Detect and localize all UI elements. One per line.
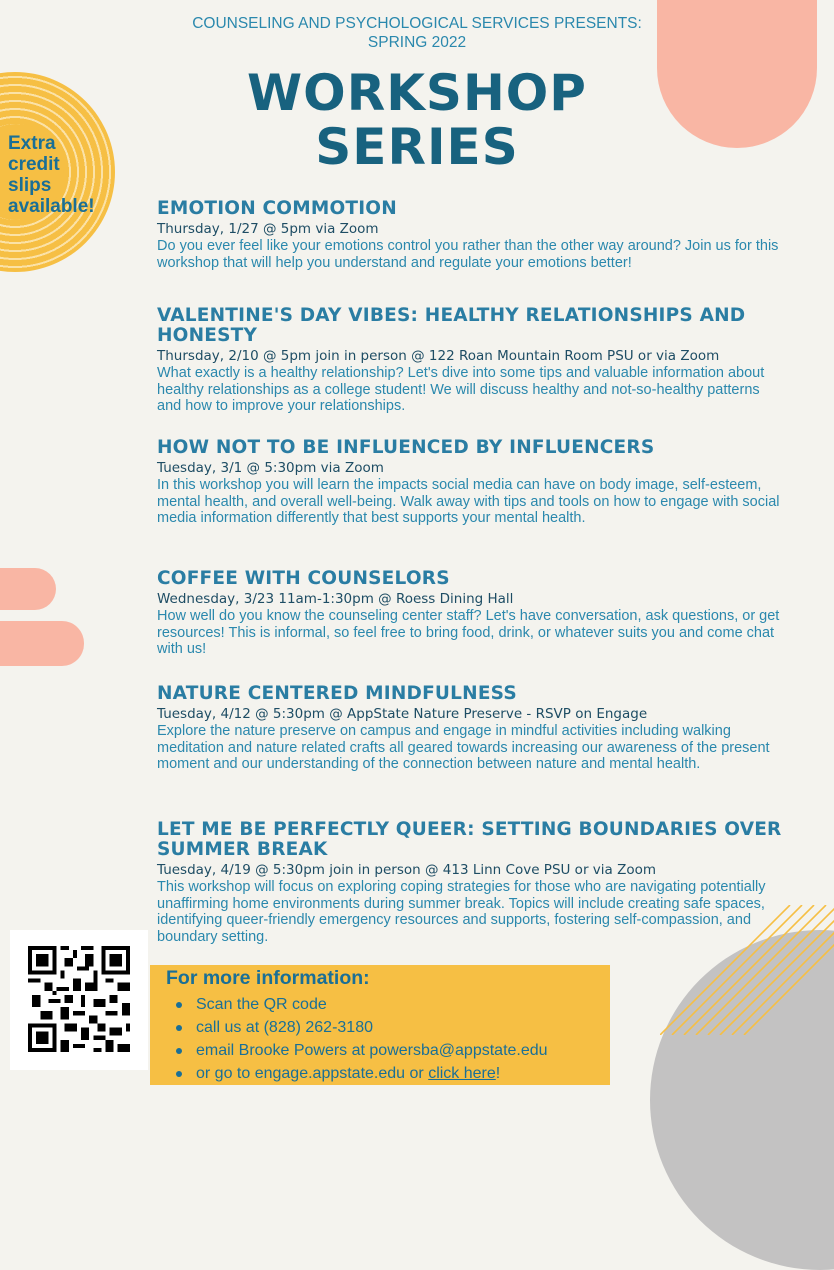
extra-credit-line: slips: [8, 175, 52, 196]
info-engage-prefix: or go to engage.appstate.edu or: [196, 1065, 429, 1082]
workshop-date: Tuesday, 4/19 @ 5:30pm join in person @ 413 Linn Cove PSU or via Zoom: [157, 862, 657, 878]
workshop-date: Tuesday, 4/12 @ 5:30pm @ AppState Nature Preserve - RSVP on Engage: [157, 706, 648, 722]
workshop-date: Wednesday, 3/23 11am-1:30pm @ Roess Dining Hall: [157, 591, 514, 607]
decorative-pink-pill: [0, 568, 56, 610]
info-list: [174, 993, 548, 1085]
decorative-pink-pill: [0, 621, 84, 666]
list-item: [174, 993, 548, 1016]
info-qr-text: Scan the QR code: [196, 996, 327, 1013]
workshop-title: HOW NOT TO BE INFLUENCED BY INFLUENCERS: [157, 437, 655, 458]
title-line-1: WORKSHOP: [247, 64, 587, 122]
workshop-description: What exactly is a healthy relationship? Let's dive into some tips and valuable information about healthy relationships as a college student! We will discuss healthy and not-so-healthy patterns and how to improve your relationships.: [157, 365, 765, 414]
extra-credit-line: Extra: [8, 133, 56, 154]
workshop-item: [157, 438, 782, 527]
list-item: [174, 1039, 548, 1062]
workshop-title: NATURE CENTERED MINDFULNESS: [157, 683, 517, 704]
workshop-description: In this workshop you will learn the impacts social media can have on body image, self-esteem, mental health, and overall well-being. Walk away with tips and tools on how to engage with social media information differently that best supports your mental health.: [157, 477, 780, 526]
workshop-item: [157, 820, 782, 945]
workshop-date: Thursday, 2/10 @ 5pm join in person @ 122 Roan Mountain Room PSU or via Zoom: [157, 348, 720, 364]
workshop-description: Explore the nature preserve on campus and engage in mindful activities including walking meditation and nature related crafts all geared towards increasing our awareness of the present moment and our understanding of the connection between nature and mental health.: [157, 723, 770, 772]
workshop-date: Tuesday, 3/1 @ 5:30pm via Zoom: [157, 460, 384, 476]
list-item: [174, 1016, 548, 1039]
workshop-item: [157, 684, 782, 773]
info-email-text: email Brooke Powers at powersba@appstate.edu: [196, 1042, 548, 1059]
workshop-item: [157, 306, 782, 415]
term-text: SPRING 2022: [367, 34, 467, 51]
workshop-item: [157, 569, 782, 658]
list-item: [174, 1062, 548, 1085]
qr-code[interactable]: [10, 930, 148, 1070]
presenter-text: COUNSELING AND PSYCHOLOGICAL SERVICES PRESENTS:: [192, 15, 642, 32]
workshop-title: COFFEE WITH COUNSELORS: [157, 568, 450, 589]
workshop-description: How well do you know the counseling center staff? Let's have conversation, ask questions, or get resources! This is informal, so feel free to bring food, drink, or whatever suits you and come chat with us!: [157, 608, 780, 657]
workshop-item: [157, 199, 782, 271]
info-title: For more information:: [166, 967, 370, 989]
header-presenter: [0, 14, 834, 52]
workshop-description: This workshop will focus on exploring coping strategies for those who are navigating potentially unaffirming home environments during summer break. Topics will include creating safe spaces, identifying queer-friendly emergency resources and supports, fostering self-compassion, and boundary setting.: [157, 879, 766, 945]
title-line-2: SERIES: [315, 118, 519, 176]
workshop-title: EMOTION COMMOTION: [157, 198, 397, 219]
page-title: [0, 66, 834, 174]
workshop-date: Thursday, 1/27 @ 5pm via Zoom: [157, 221, 379, 237]
extra-credit-line: available!: [8, 196, 95, 217]
qr-code-icon: [28, 946, 130, 1052]
workshop-title: VALENTINE'S DAY VIBES: HEALTHY RELATIONSHIPS AND HONESTY: [157, 305, 746, 346]
info-phone-text: call us at (828) 262-3180: [196, 1019, 373, 1036]
info-engage-suffix: !: [495, 1065, 501, 1082]
workshop-description: Do you ever feel like your emotions control you rather than the other way around? Join us for this workshop that will help you understand and regulate your emotions better!: [157, 238, 779, 271]
workshop-title: LET ME BE PERFECTLY QUEER: SETTING BOUNDARIES OVER SUMMER BREAK: [157, 819, 782, 860]
click-here-link[interactable]: click here: [428, 1065, 496, 1082]
extra-credit-line: credit: [8, 154, 60, 175]
